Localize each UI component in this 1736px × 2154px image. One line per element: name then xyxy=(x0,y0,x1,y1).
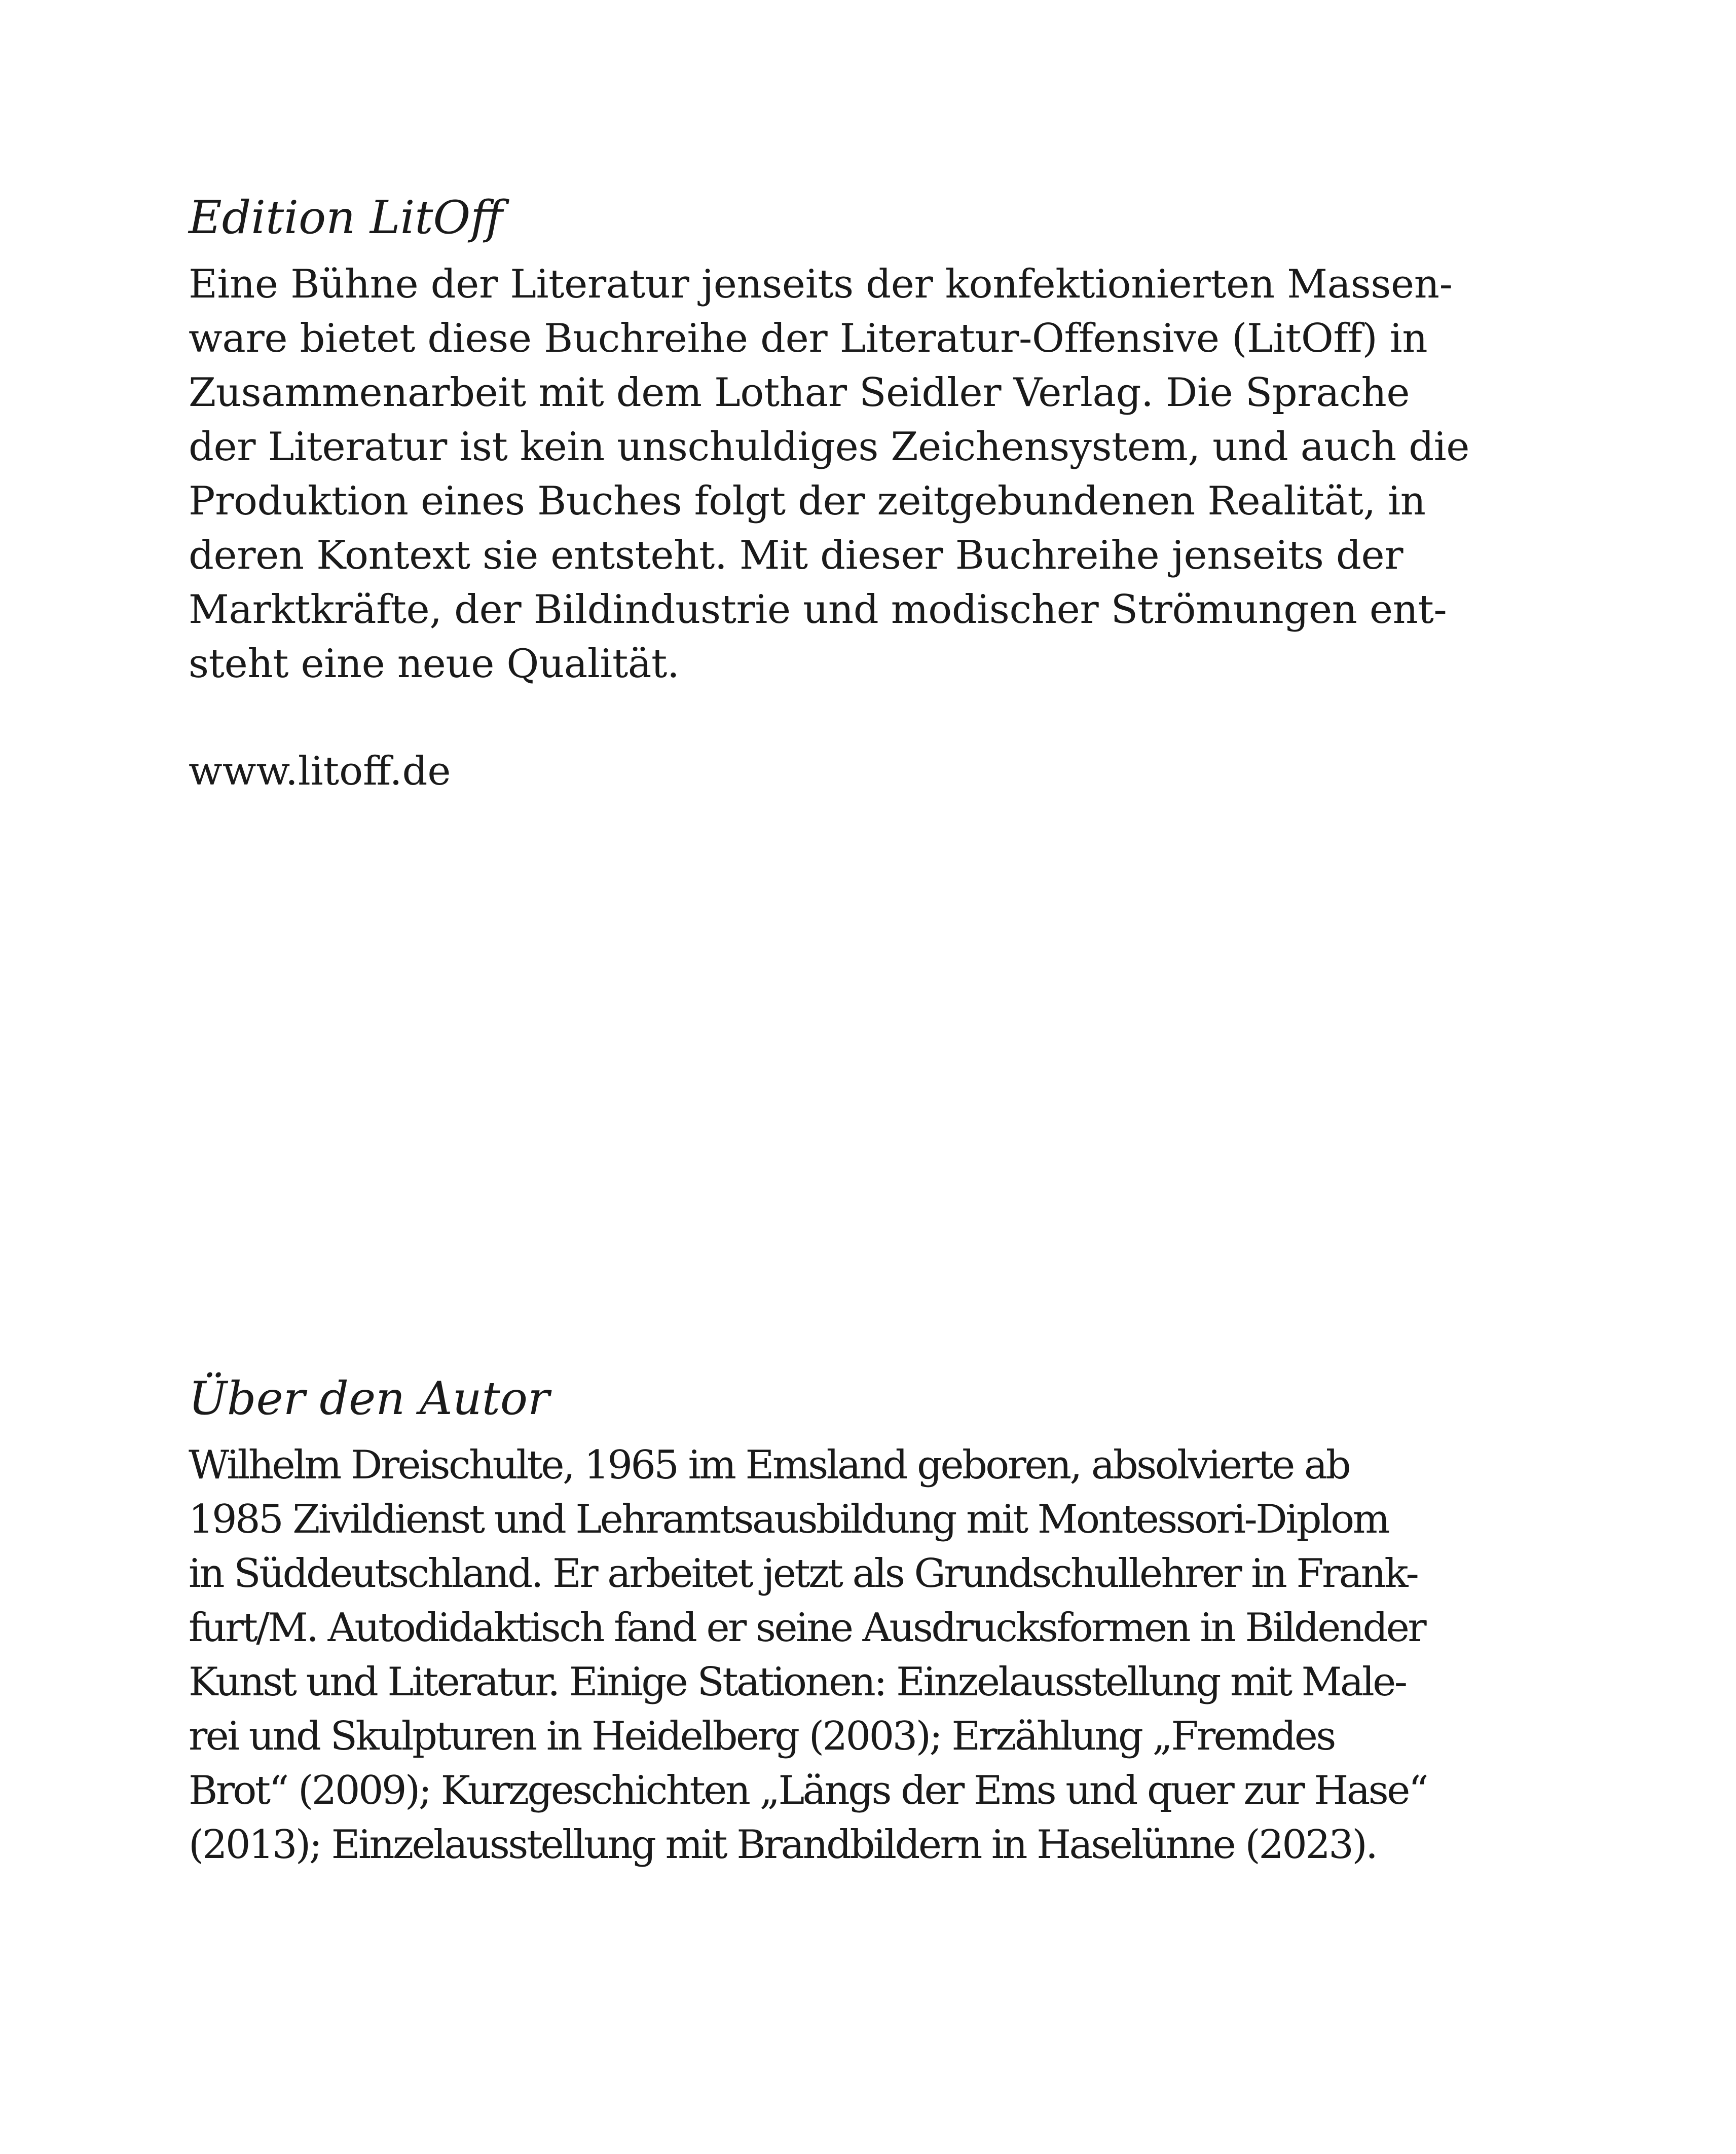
edition-line: der Literatur ist kein unschuldiges Zeichensystem, und auch die xyxy=(189,424,1470,470)
author-line: Kunst und Literatur. Einige Stationen: Einzelausstellung mit Male- xyxy=(189,1659,1406,1705)
edition-line: Produktion eines Buches folgt der zeitgebundenen Realität, in xyxy=(189,478,1426,524)
author-section xyxy=(189,1368,1506,1872)
edition-line: Marktkräfte, der Bildindustrie und modischer Strömungen ent- xyxy=(189,587,1447,633)
author-paragraph xyxy=(189,1438,1506,1872)
edition-line: steht eine neue Qualität. xyxy=(189,641,680,687)
author-heading: Über den Autor xyxy=(189,1372,550,1425)
author-line: furt/M. Autodidaktisch fand er seine Ausdrucksformen in Bildender xyxy=(189,1605,1425,1651)
edition-line: deren Kontext sie entsteht. Mit dieser Buchreihe jenseits der xyxy=(189,533,1403,578)
author-line: rei und Skulpturen in Heidelberg (2003); Erzählung „Fremdes xyxy=(189,1714,1335,1759)
author-line: (2013); Einzelausstellung mit Brandbildern in Haselünne (2023). xyxy=(189,1822,1377,1868)
edition-heading: Edition LitOff xyxy=(189,191,503,244)
website-url: www.litoff.de xyxy=(189,749,451,794)
edition-line: Zusammenarbeit mit dem Lothar Seidler Verlag. Die Sprache xyxy=(189,370,1410,416)
edition-paragraph xyxy=(189,257,1506,691)
author-line: 1985 Zivildienst und Lehramtsausbildung mit Montessori-Diplom xyxy=(189,1497,1388,1542)
author-line: Brot“ (2009); Kurzgeschichten „Längs der Ems und quer zur Hase“ xyxy=(189,1768,1427,1813)
author-line: in Süddeutschland. Er arbeitet jetzt als Grundschullehrer in Frank- xyxy=(189,1551,1418,1596)
edition-line: ware bietet diese Buchreihe der Literatur-Offensive (LitOff) in xyxy=(189,316,1428,361)
author-line: Wilhelm Dreischulte, 1965 im Emsland geboren, absolvierte ab xyxy=(189,1442,1350,1488)
edition-section xyxy=(189,188,1506,799)
edition-line: Eine Bühne der Literatur jenseits der konfektionierten Massen- xyxy=(189,262,1453,307)
